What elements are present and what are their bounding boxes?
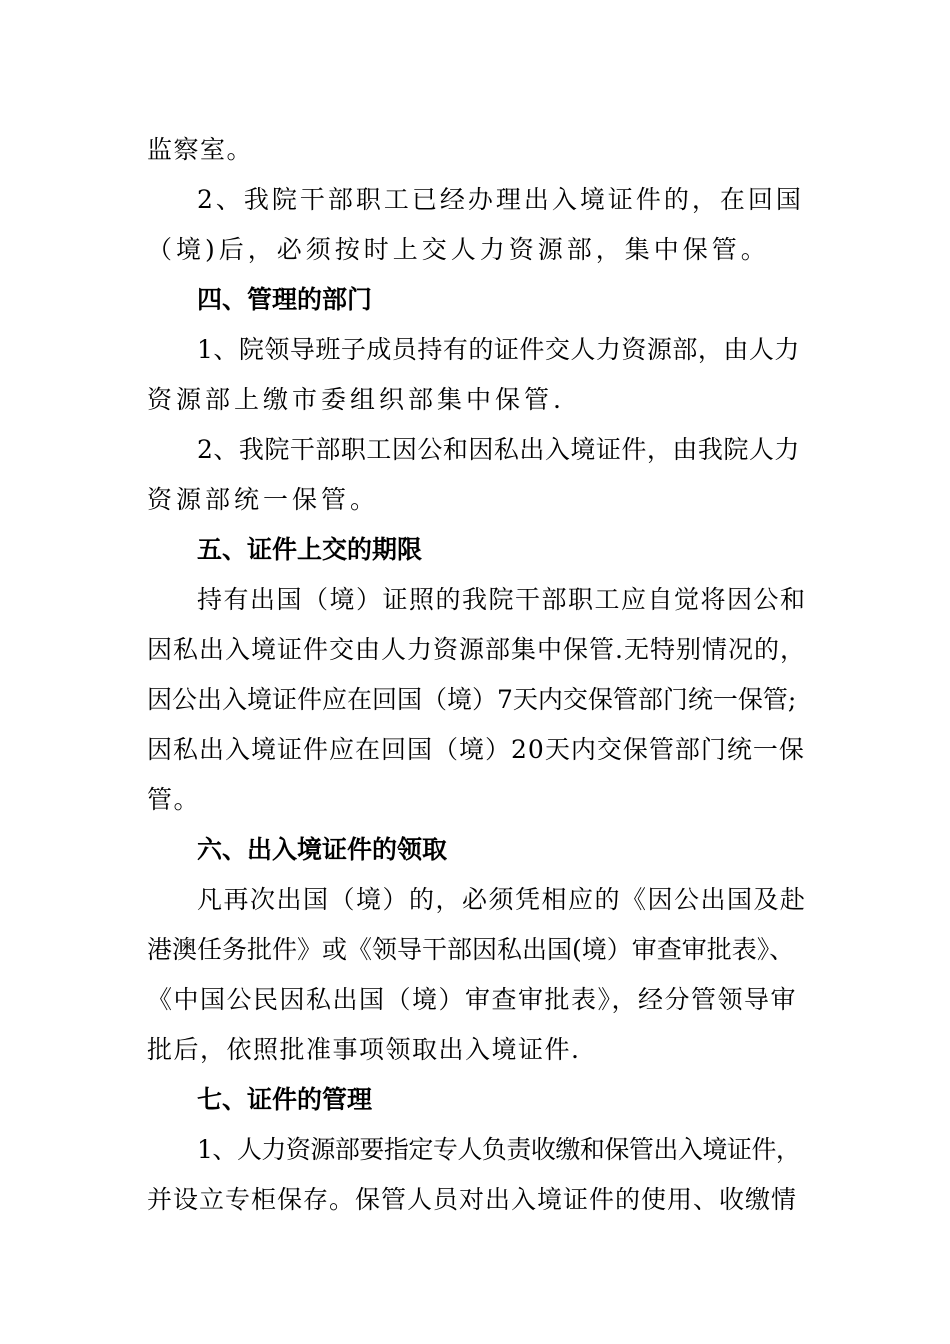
paragraph-line: 资源部上缴市委组织部集中保管. [147,385,565,414]
paragraph-line: 批后，依照批准事项领取出入境证件. [147,1035,581,1064]
paragraph-line: 资源部统一保管。 [147,485,380,514]
paragraph-line: 1、人力资源部要指定专人负责收缴和保管出入境证件， [197,1135,801,1164]
section-heading: 七、证件的管理 [197,1085,373,1114]
section-heading: 四、管理的部门 [197,285,373,314]
paragraph-line: 因私出入境证件应在回国（境）20天内交保管部门统一保 [147,735,805,764]
section-heading: 五、证件上交的期限 [197,535,423,564]
paragraph-line: 因私出入境证件交由人力资源部集中保管.无特别情况的， [147,635,806,664]
paragraph-line: 管。 [147,785,201,814]
section-heading: 六、出入境证件的领取 [197,835,448,864]
paragraph-line: 并设立专柜保存。保管人员对出入境证件的使用、收缴情 [147,1185,798,1214]
paragraph-line: 港澳任务批件》或《领导干部因私出国(境）审查审批表》、 [147,935,795,964]
paragraph-line: 凡再次出国（境）的，必须凭相应的《因公出国及赴 [197,885,807,914]
paragraph-line: 因公出入境证件应在回国（境）7天内交保管部门统一保管; [147,685,797,714]
paragraph-line: （境)后，必须按时上交人力资源部，集中保管。 [147,235,770,264]
paragraph-line: 监察室。 [147,135,254,164]
paragraph-line: 1、院领导班子成员持有的证件交人力资源部，由人力 [197,335,800,364]
paragraph-line: 2、我院干部职工已经办理出入境证件的，在回国 [197,185,804,214]
paragraph-line: 持有出国（境）证照的我院干部职工应自觉将因公和 [197,585,807,614]
paragraph-line: 《中国公民因私出国（境）审查审批表》，经分管领导审 [147,985,798,1014]
paragraph-line: 2、我院干部职工因公和因私出入境证件，由我院人力 [197,435,800,464]
